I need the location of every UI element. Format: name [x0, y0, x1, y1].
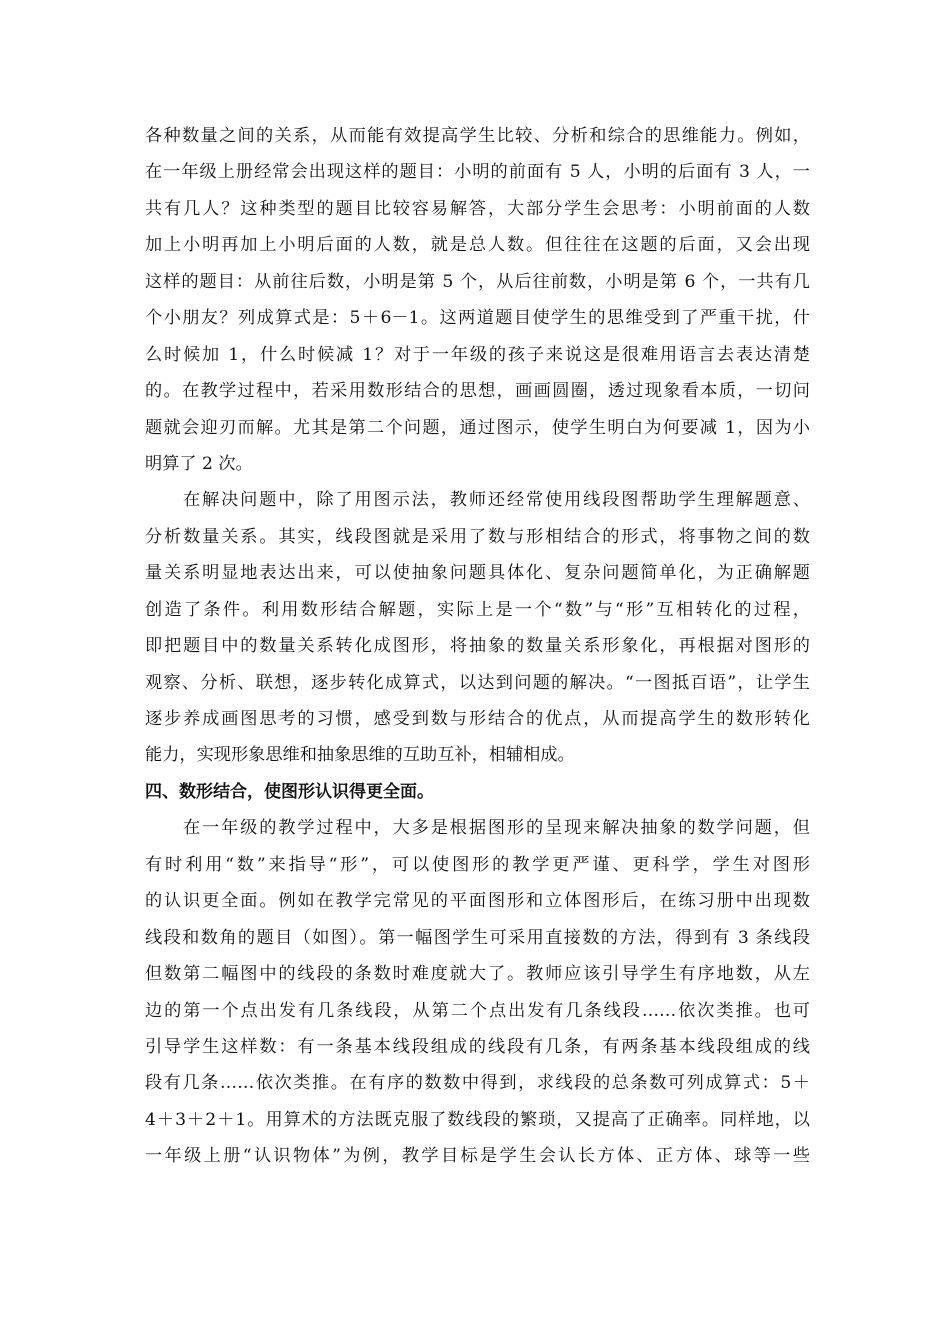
paragraph-2: [145, 482, 810, 774]
text-line: 共有几人？这种类型的题目比较容易解答，大部分学生会思考：小明前面的人数: [145, 198, 810, 219]
text-line: 逐步养成画图思考的习惯，感受到数与形结合的优点，从而提高学生的数形转化: [145, 709, 810, 729]
text-line: 明算了 2 次。: [145, 453, 253, 474]
text-line: 题就会迎刃而解。尤其是第二个问题，通过图示，使学生明白为何要减 1，因为小: [145, 417, 810, 438]
text-line: 有时利用“数”来指导“形”，可以使图形的教学更严谨、更科学，学生对图形: [145, 854, 810, 875]
text-line: 能力，实现形象思维和抽象思维的互助互补，相辅相成。: [145, 745, 575, 766]
text-line: 边的第一个点出发有几条线段，从第二个点出发有几条线段……依次类推。也可: [145, 1000, 810, 1021]
text-line: 在解决问题中，除了用图示法，教师还经常使用线段图帮助学生理解题意、: [183, 490, 810, 511]
text-line: 的。在教学过程中，若采用数形结合的思想，画画圆圈，透过现象看本质，一切问: [145, 381, 810, 402]
text-line: 观察、分析、联想，逐步转化成算式，以达到问题的解决。“一图抵百语”，让学生: [145, 672, 810, 693]
text-line: 分析数量关系。其实，线段图就是采用了数与形相结合的形式，将事物之间的数: [145, 526, 810, 547]
text-line: 线段和数角的题目（如图）。第一幅图学生可采用直接数的方法，得到有 3 条线段: [145, 927, 810, 948]
paragraph-1: [145, 118, 810, 482]
text-line: 么时候加 1，什么时候减 1？对于一年级的孩子来说这是很难用语言去表达清楚: [145, 344, 810, 365]
paragraph-3: [145, 810, 810, 1174]
text-line: 个小朋友？列成算式是：5＋6－1。这两道题目使学生的思维受到了严重干扰，什: [145, 308, 810, 329]
text-line: 但数第二幅图中的线段的条数时难度就大了。教师应该引导学生有序地数，从左: [145, 964, 810, 985]
text-line: 在一年级的教学过程中，大多是根据图形的呈现来解决抽象的数学问题，但: [183, 818, 810, 839]
text-line: 各种数量之间的关系，从而能有效提高学生比较、分析和综合的思维能力。例如，: [145, 126, 810, 146]
text-line: 引导学生这样数：有一条基本线段组成的线段有几条，有两条基本线段组成的线: [145, 1036, 810, 1057]
text-line: 加上小明再加上小明后面的人数，就是总人数。但往往在这题的后面，又会出现: [145, 235, 810, 256]
text-line: 一年级上册“认识物体”为例，教学目标是学生会认长方体、正方体、球等一些: [145, 1146, 810, 1167]
section-heading: 四、数形结合，使图形认识得更全面。: [145, 781, 434, 802]
text-line: 量关系明显地表达出来，可以使抽象问题具体化、复杂问题简单化，为正确解题: [145, 563, 810, 584]
text-line: 4＋3＋2＋1。用算术的方法既克服了数线段的繁琐，又提高了正确率。同样地，以: [145, 1109, 810, 1130]
document-page: [145, 118, 810, 1175]
text-line: 的认识更全面。例如在教学完常见的平面图形和立体图形后，在练习册中出现数: [145, 891, 810, 912]
text-line: 即把题目中的数量关系转化成图形，将抽象的数量关系形象化，再根据对图形的: [145, 636, 810, 657]
text-line: 这样的题目：从前往后数，小明是第 5 个，从后往前数，小明是第 6 个，一共有几: [145, 271, 810, 292]
text-line: 段有几条……依次类推。在有序的数数中得到，求线段的总条数可列成算式：5＋: [145, 1073, 810, 1094]
text-line: 在一年级上册经常会出现这样的题目：小明的前面有 5 人，小明的后面有 3 人，一: [145, 162, 810, 183]
text-line: 创造了条件。利用数形结合解题，实际上是一个“数”与“形”互相转化的过程，: [145, 599, 810, 620]
